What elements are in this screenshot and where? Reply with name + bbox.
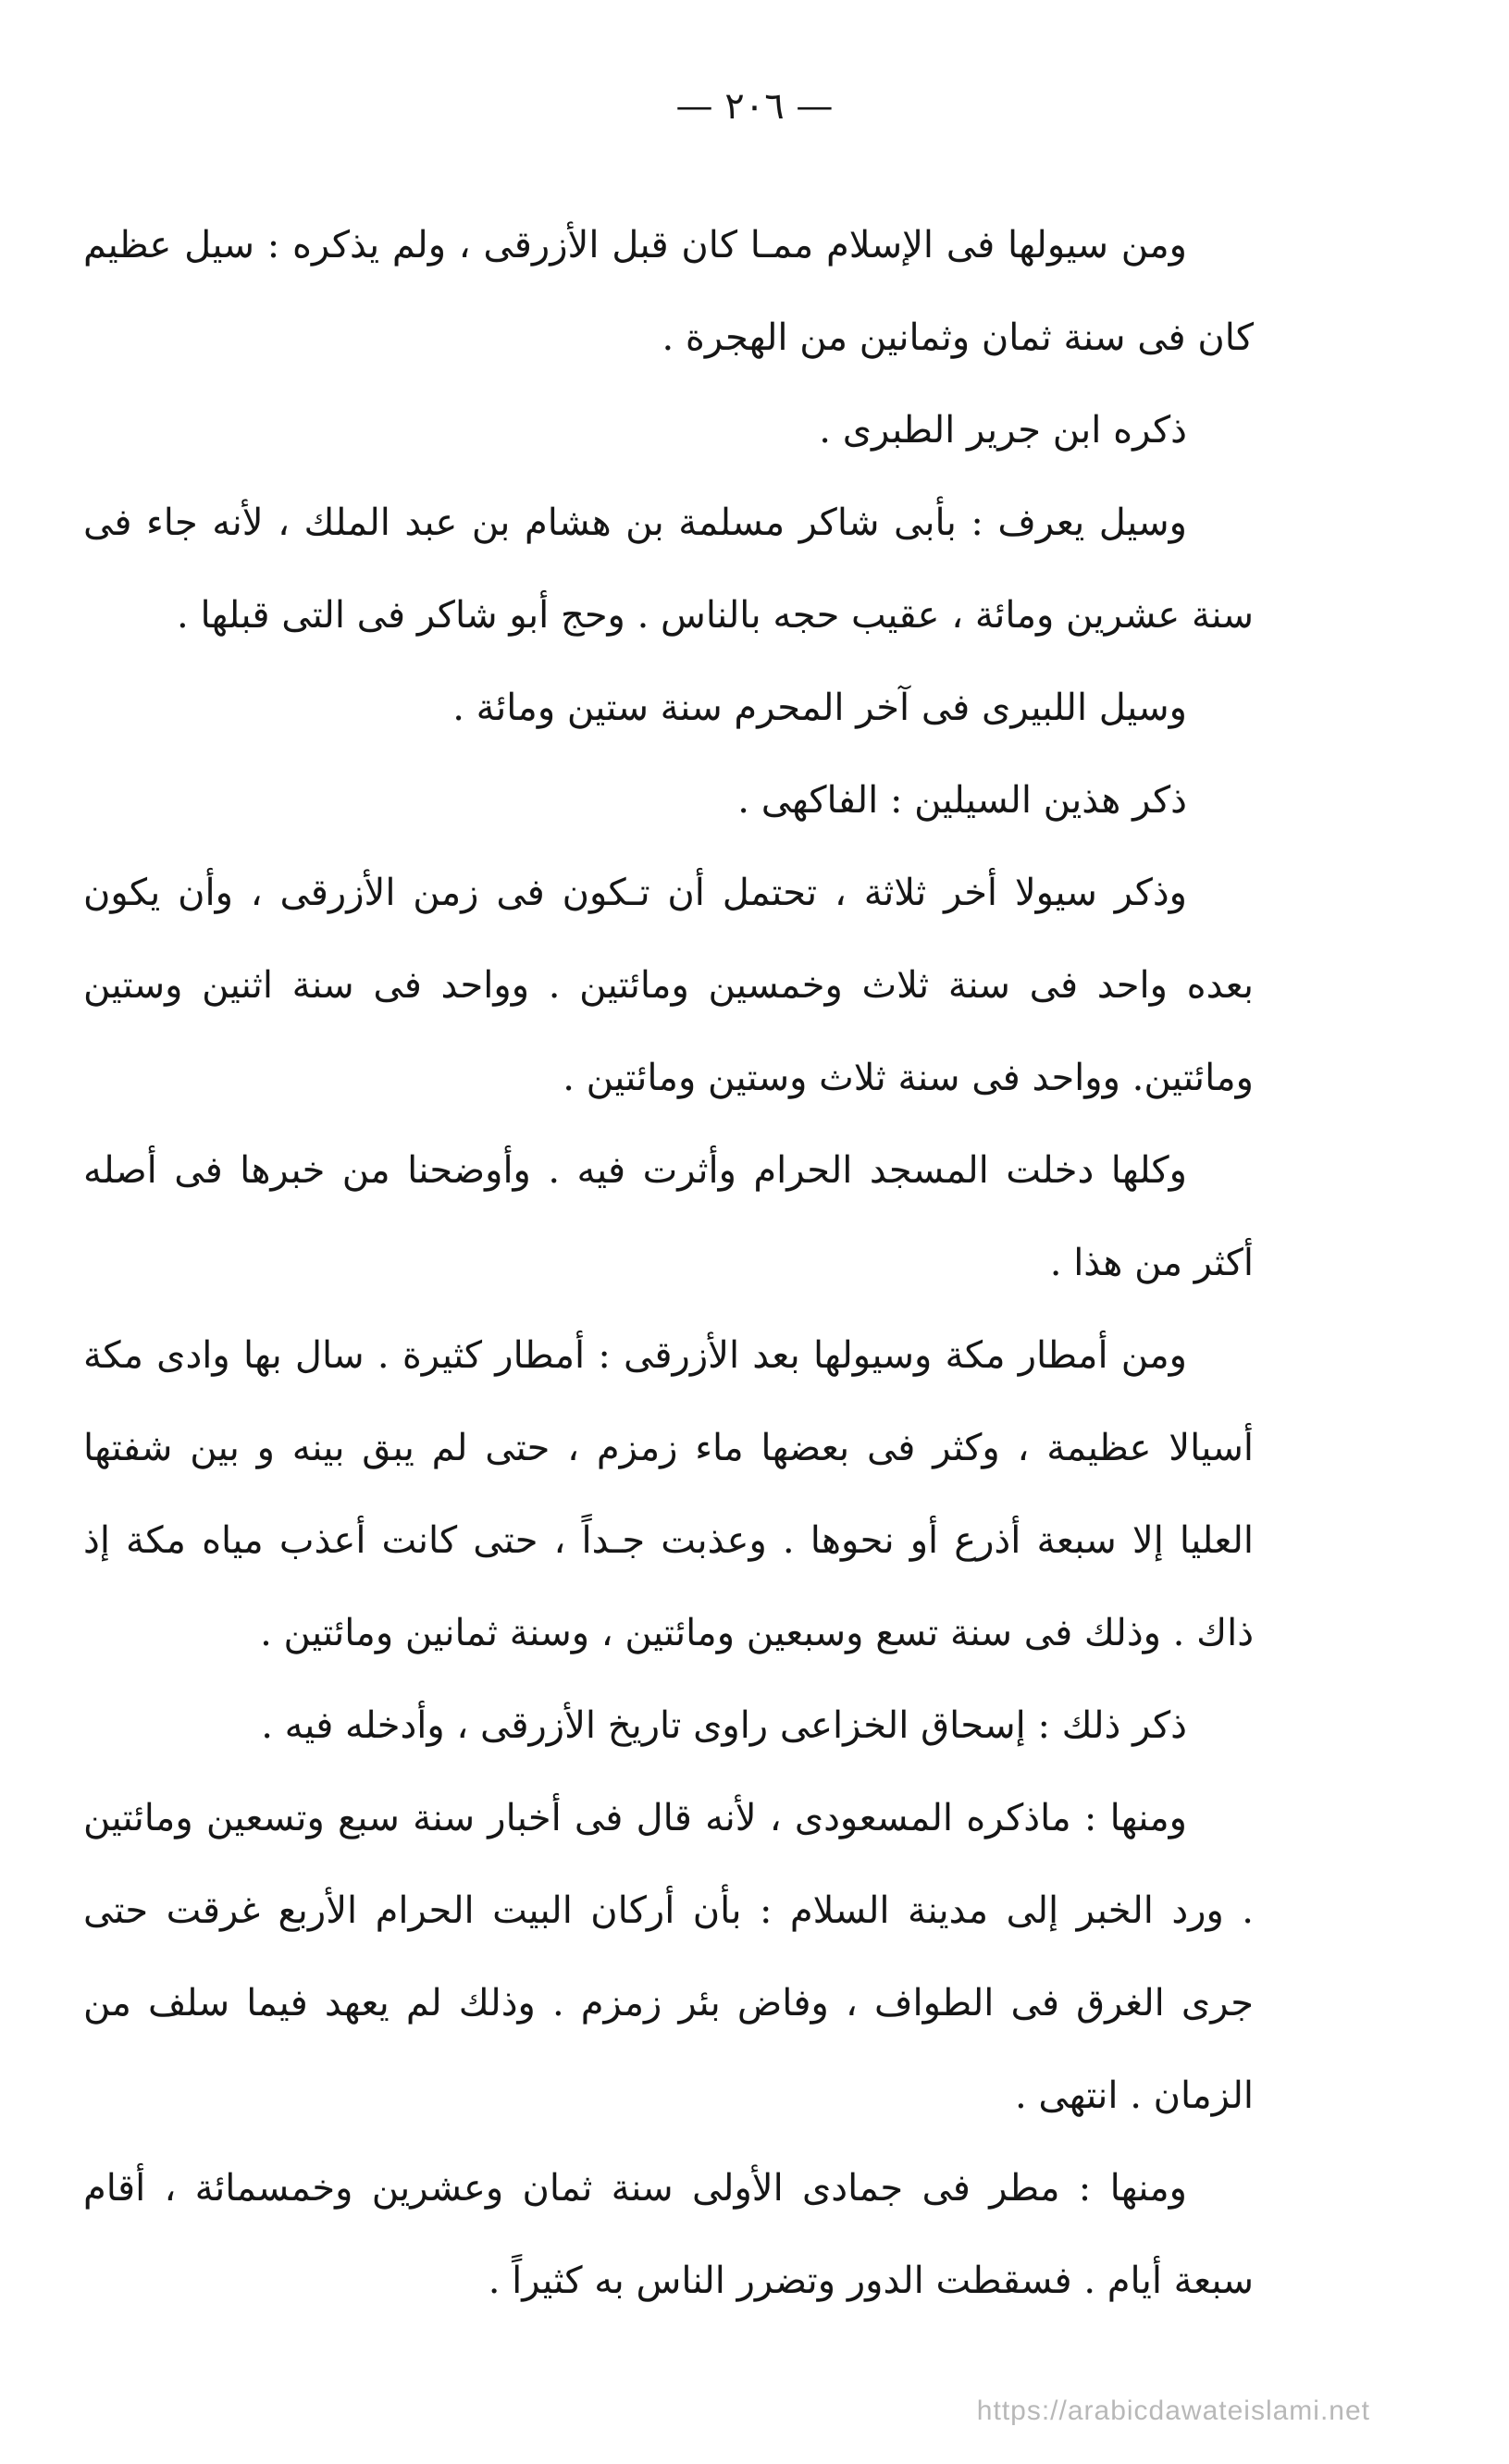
paragraph: ومنها : مطر فى جمادى الأولى سنة ثمان وعشرين وخمسمائة ، أقام سبعة أيام . فسقطت الدور وتضرر الناس به كثيراً . — [83, 2167, 1254, 2302]
paragraph: ذكر هذين السيلين : الفاكهى . — [737, 779, 1187, 822]
watermark-url: https://arabicdawateislami.net — [976, 2396, 1370, 2426]
paragraph: ومن سيولها فى الإسلام ممـا كان قبل الأزرقى ، ولم يذكره : سيل عظيم كان فى سنة ثمان وثمانين من الهجرة . — [83, 224, 1254, 359]
paragraph: ذكر ذلك : إسحاق الخزاعى راوى تاريخ الأزرقى ، وأدخله فيه . — [261, 1704, 1187, 1747]
paragraph: ذكره ابن جرير الطبرى . — [819, 409, 1187, 452]
paragraph: وذكر سيولا أخر ثلاثة ، تحتمل أن تـكون فى زمن الأزرقى ، وأن يكون بعده واحد فى سنة ثلاث وخمسين ومائتين . وواحد فى سنة اثنين وستين ومائتين. وواحد فى سنة ثلاث وستين ومائتين . — [83, 872, 1254, 1099]
page-number: — ٢٠٦ — — [675, 85, 834, 128]
paragraph: وسيل اللبيرى فى آخر المحرم سنة ستين ومائة . — [452, 687, 1187, 729]
paragraph: ومن أمطار مكة وسيولها بعد الأزرقى : أمطار كثيرة . سال بها وادى مكة أسيالا عظيمة ، وكثر فى بعضها ماء زمزم ، حتى لم يبق بينه و بين شفتها العليا إلا سبعة أذرع أو نحوها . وعذبت جـداً ، حتى كانت أعذب مياه مكة إذ ذاك . وذلك فى سنة تسع وسبعين ومائتين ، وسنة ثمانين ومائتين . — [83, 1334, 1254, 1654]
paragraph: وسيل يعرف : بأبى شاكر مسلمة بن هشام بن عبد الملك ، لأنه جاء فى سنة عشرين ومائة ، عقيب حجه بالناس . وحج أبو شاكر فى التى قبلها . — [83, 501, 1254, 637]
paragraph: وكلها دخلت المسجد الحرام وأثرت فيه . وأوضحنا من خبرها فى أصله أكثر من هذا . — [83, 1149, 1254, 1284]
body-text — [83, 199, 1254, 2327]
paragraph: ومنها : ماذكره المسعودى ، لأنه قال فى أخبار سنة سبع وتسعين ومائتين . ورد الخبر إلى مدينة السلام : بأن أركان البيت الحرام الأربع غرقت حتى جرى الغرق فى الطواف ، وفاض بئر زمزم . وذلك لم يعهد فيما سلف من الزمان . انتهى . — [83, 1797, 1254, 2117]
